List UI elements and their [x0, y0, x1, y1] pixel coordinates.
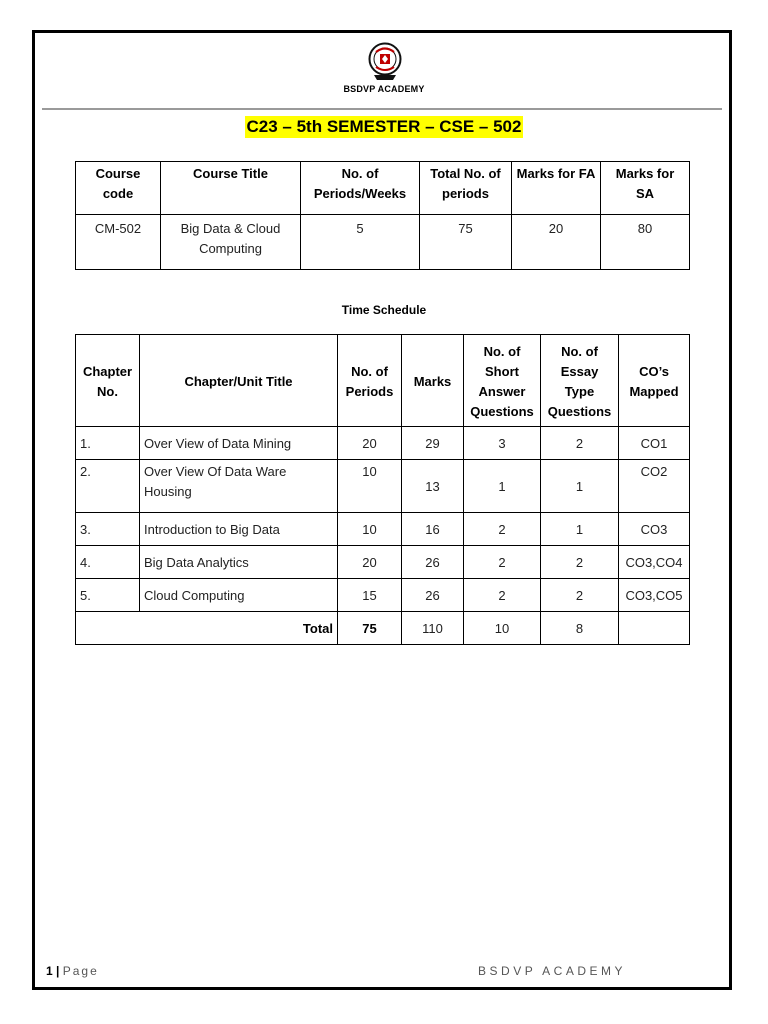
course-code: CM-502	[76, 215, 161, 270]
schedule-header-cell: CO’s Mapped	[619, 335, 690, 427]
page-separator: |	[56, 964, 60, 978]
marks-sa: 80	[601, 215, 690, 270]
course-header-cell: Marks for SA	[601, 162, 690, 215]
total-co-mapped	[619, 612, 690, 645]
schedule-row	[76, 546, 690, 579]
chapter-essay-questions: 1	[541, 513, 619, 546]
course-table-header-row	[76, 162, 690, 215]
chapter-periods: 20	[338, 427, 402, 460]
course-header-cell: No. of Periods/Weeks	[301, 162, 420, 215]
marks-fa: 20	[512, 215, 601, 270]
total-short-questions: 10	[464, 612, 541, 645]
schedule-header-cell: Chapter/Unit Title	[140, 335, 338, 427]
total-periods: 75	[420, 215, 512, 270]
chapter-essay-questions: 2	[541, 427, 619, 460]
chapter-marks: 29	[402, 427, 464, 460]
chapter-co-mapped: CO3	[619, 513, 690, 546]
schedule-row	[76, 513, 690, 546]
schedule-header-cell: No. of Periods	[338, 335, 402, 427]
org-name: BSDVP ACADEMY	[343, 84, 425, 94]
schedule-header-cell: Marks	[402, 335, 464, 427]
course-title: Big Data & Cloud Computing	[161, 215, 301, 270]
schedule-header-row	[76, 335, 690, 427]
schedule-caption: Time Schedule	[341, 303, 427, 317]
document-title: C23 – 5th SEMESTER – CSE – 502	[246, 117, 522, 136]
total-marks: 110	[402, 612, 464, 645]
chapter-periods: 10	[338, 513, 402, 546]
footer-org: BSDVP ACADEMY	[478, 964, 626, 978]
total-label: Total	[76, 612, 338, 645]
page-label: Page	[62, 964, 99, 978]
chapter-co-mapped: CO1	[619, 427, 690, 460]
chapter-number: 1.	[76, 427, 140, 460]
schedule-header-cell: No. of Essay Type Questions	[541, 335, 619, 427]
total-essay-questions: 8	[541, 612, 619, 645]
schedule-header-cell: Chapter No.	[76, 335, 140, 427]
chapter-co-mapped: CO3,CO5	[619, 579, 690, 612]
chapter-marks: 26	[402, 546, 464, 579]
chapter-marks: 16	[402, 513, 464, 546]
chapter-short-questions: 1	[464, 460, 541, 513]
chapter-short-questions: 2	[464, 546, 541, 579]
chapter-short-questions: 2	[464, 579, 541, 612]
chapter-number: 5.	[76, 579, 140, 612]
footer-page-info	[46, 964, 99, 978]
chapter-number: 2.	[76, 460, 140, 513]
periods-per-week: 5	[301, 215, 420, 270]
time-schedule-table	[75, 334, 690, 645]
chapter-essay-questions: 2	[541, 579, 619, 612]
course-header-cell: Course code	[76, 162, 161, 215]
course-header-cell: Total No. of periods	[420, 162, 512, 215]
chapter-title: Over View of Data Mining	[140, 427, 338, 460]
schedule-header-cell: No. of Short Answer Questions	[464, 335, 541, 427]
schedule-row	[76, 460, 690, 513]
chapter-periods: 20	[338, 546, 402, 579]
page-number: 1	[46, 964, 53, 978]
chapter-essay-questions: 2	[541, 546, 619, 579]
total-periods: 75	[338, 612, 402, 645]
course-header-cell: Marks for FA	[512, 162, 601, 215]
chapter-title: Cloud Computing	[140, 579, 338, 612]
chapter-co-mapped: CO3,CO4	[619, 546, 690, 579]
chapter-short-questions: 2	[464, 513, 541, 546]
course-info-table	[75, 161, 690, 270]
course-table-row	[76, 215, 690, 270]
chapter-title: Over View Of Data Ware Housing	[140, 460, 338, 513]
header-divider	[42, 108, 722, 110]
chapter-marks: 13	[402, 460, 464, 513]
schedule-total-row	[76, 612, 690, 645]
chapter-title: Big Data Analytics	[140, 546, 338, 579]
chapter-marks: 26	[402, 579, 464, 612]
schedule-row	[76, 427, 690, 460]
schedule-row	[76, 579, 690, 612]
academy-logo-icon	[368, 42, 402, 84]
chapter-essay-questions: 1	[541, 460, 619, 513]
chapter-co-mapped: CO2	[619, 460, 690, 513]
chapter-periods: 15	[338, 579, 402, 612]
chapter-number: 4.	[76, 546, 140, 579]
course-header-cell: Course Title	[161, 162, 301, 215]
chapter-periods: 10	[338, 460, 402, 513]
chapter-short-questions: 3	[464, 427, 541, 460]
chapter-title: Introduction to Big Data	[140, 513, 338, 546]
chapter-number: 3.	[76, 513, 140, 546]
